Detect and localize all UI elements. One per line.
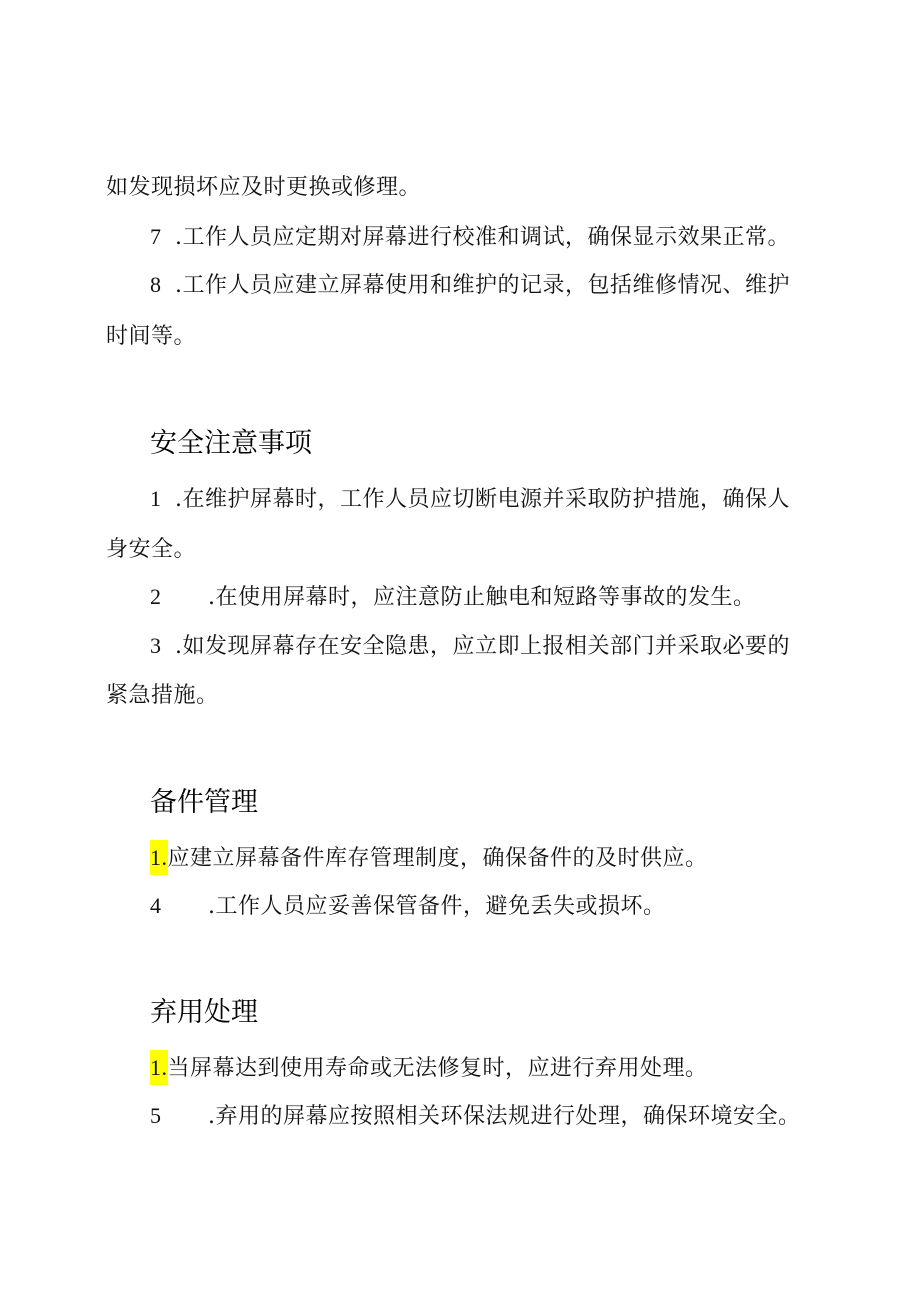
list-item-text: 应建立屏幕备件库存管理制度，确保备件的及时供应。 <box>167 846 708 871</box>
list-item-number-highlighted: 1. <box>150 840 168 875</box>
disposal-item-5 <box>150 1101 801 1132</box>
list-item-8 <box>150 270 790 301</box>
list-item-text: .工作人员应定期对屏幕进行校准和调试，确保显示效果正常。 <box>175 225 790 250</box>
list-item-7 <box>150 222 790 253</box>
list-item-text: .工作人员应妥善保管备件，避免丢失或损坏。 <box>208 894 666 919</box>
list-item-number: 5 <box>150 1103 162 1128</box>
safety-item-2 <box>150 582 756 613</box>
list-item-text: 当屏幕达到使用寿命或无法修复时，应进行弃用处理。 <box>167 1056 708 1081</box>
list-item-text: .在维护屏幕时，工作人员应切断电源并采取防护措施，确保人 <box>175 487 790 512</box>
safety-item-1 <box>150 484 790 515</box>
paragraph-continuation <box>106 173 421 203</box>
list-item-number: 8 <box>150 272 162 297</box>
list-item-text: 时间等。 <box>106 324 197 349</box>
list-item-number: 1 <box>150 486 162 511</box>
section-heading-safety: 安全注意事项 <box>150 428 312 459</box>
list-item-8-continuation <box>106 322 196 352</box>
spares-item-4 <box>150 891 666 922</box>
safety-item-1-continuation <box>106 535 196 565</box>
paragraph-text: 如发现损坏应及时更换或修理。 <box>106 175 422 200</box>
list-item-number: 7 <box>150 224 162 249</box>
list-item-number: 3 <box>150 633 162 658</box>
list-item-text: 身安全。 <box>106 537 197 562</box>
spares-item-1 <box>150 843 708 874</box>
safety-item-3 <box>150 631 790 662</box>
safety-item-3-continuation <box>106 681 219 711</box>
list-item-text: .如发现屏幕存在安全隐患，应立即上报相关部门并采取必要的 <box>175 634 790 659</box>
list-item-number: 2 <box>150 584 162 609</box>
disposal-item-1 <box>150 1053 708 1084</box>
section-heading-spares: 备件管理 <box>150 787 258 818</box>
list-item-number: 4 <box>150 893 162 918</box>
list-item-text: .工作人员应建立屏幕使用和维护的记录，包括维修情况、维护 <box>175 273 790 298</box>
list-item-number-highlighted: 1. <box>150 1050 168 1085</box>
list-item-text: .弃用的屏幕应按照相关环保法规进行处理，确保环境安全。 <box>208 1104 801 1129</box>
section-heading-disposal: 弃用处理 <box>150 997 258 1028</box>
list-item-text: 紧急措施。 <box>106 683 219 708</box>
list-item-text: .在使用屏幕时，应注意防止触电和短路等事故的发生。 <box>208 585 756 610</box>
